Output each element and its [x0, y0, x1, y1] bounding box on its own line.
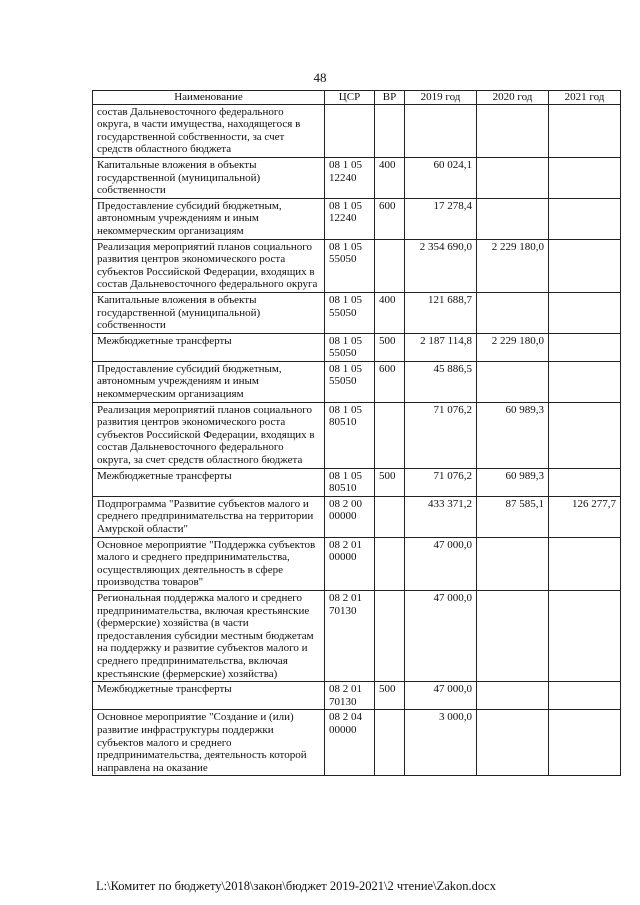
- row-2020: 60 989,3: [477, 402, 549, 468]
- page-number: 48: [313, 70, 327, 85]
- row-csr: 08 1 05 12240: [325, 198, 375, 239]
- table-row: [93, 402, 621, 468]
- row-name: Межбюджетные трансферты: [93, 682, 325, 710]
- row-2021: [549, 468, 621, 496]
- row-2020: [477, 157, 549, 198]
- row-2019: 71 076,2: [405, 402, 477, 468]
- row-2021: [549, 333, 621, 361]
- row-2021: [549, 402, 621, 468]
- row-2020: 2 229 180,0: [477, 333, 549, 361]
- row-2019: 45 886,5: [405, 361, 477, 402]
- table-row: [93, 104, 621, 157]
- row-2019: [405, 104, 477, 157]
- row-csr: 08 2 00 00000: [325, 496, 375, 537]
- row-2021: [549, 157, 621, 198]
- row-csr: 08 1 05 80510: [325, 402, 375, 468]
- row-vr: [375, 710, 405, 776]
- table-row: [93, 239, 621, 292]
- row-name: Реализация мероприятий планов социального развития центров экономического роста субъектов Российской Федерации, входящих в состав Дальневосточного федерального округа: [93, 239, 325, 292]
- row-vr: [375, 239, 405, 292]
- row-2020: [477, 537, 549, 590]
- row-csr: 08 1 05 55050: [325, 333, 375, 361]
- row-2021: [549, 590, 621, 681]
- file-path-footer: L:\Комитет по бюджету\2018\закон\бюджет 2019-2021\2 чтение\Zakon.docx: [96, 879, 496, 893]
- table-row: [93, 292, 621, 333]
- row-vr: 500: [375, 682, 405, 710]
- row-2019: 121 688,7: [405, 292, 477, 333]
- row-name: Региональная поддержка малого и среднего предпринимательства, включая крестьянские (фермерские) хозяйства (в части предоставления субсидии местным бюджетам на поддержку и развитие субъектов малого и среднего предпринимательства, включая крестьянские (фермерские) хозяйства): [93, 590, 325, 681]
- header-vr: ВР: [375, 91, 405, 105]
- table-row: [93, 468, 621, 496]
- row-vr: 600: [375, 198, 405, 239]
- table-row: [93, 157, 621, 198]
- row-vr: 500: [375, 333, 405, 361]
- table-row: [93, 590, 621, 681]
- row-2019: 3 000,0: [405, 710, 477, 776]
- budget-table: [92, 90, 621, 776]
- header-2019: 2019 год: [405, 91, 477, 105]
- row-2019: 47 000,0: [405, 682, 477, 710]
- row-csr: 08 1 05 12240: [325, 157, 375, 198]
- row-vr: [375, 402, 405, 468]
- row-csr: 08 2 01 00000: [325, 537, 375, 590]
- row-2020: [477, 710, 549, 776]
- table-row: [93, 496, 621, 537]
- row-name: Предоставление субсидий бюджетным, автономным учреждениям и иным некоммерческим организациям: [93, 361, 325, 402]
- row-2019: 71 076,2: [405, 468, 477, 496]
- row-vr: [375, 496, 405, 537]
- row-2020: [477, 292, 549, 333]
- row-2019: 17 278,4: [405, 198, 477, 239]
- table-row: [93, 333, 621, 361]
- row-vr: 600: [375, 361, 405, 402]
- row-csr: [325, 104, 375, 157]
- row-2021: [549, 292, 621, 333]
- row-vr: [375, 104, 405, 157]
- table-row: [93, 198, 621, 239]
- row-name: Подпрограмма "Развитие субъектов малого и среднего предпринимательства на территории Амурской области": [93, 496, 325, 537]
- row-2020: 60 989,3: [477, 468, 549, 496]
- row-name: Предоставление субсидий бюджетным, автономным учреждениям и иным некоммерческим организациям: [93, 198, 325, 239]
- row-vr: 400: [375, 157, 405, 198]
- table-row: [93, 537, 621, 590]
- row-csr: 08 1 05 80510: [325, 468, 375, 496]
- row-csr: 08 1 05 55050: [325, 292, 375, 333]
- row-name: Реализация мероприятий планов социального развития центров экономического роста субъектов Российской Федерации, входящих в состав Дальневосточного федерального округа, за счет средств областного бюджета: [93, 402, 325, 468]
- row-name: Основное мероприятие "Поддержка субъектов малого и среднего предпринимательства, осуществляющих деятельность в сфере производства товаров": [93, 537, 325, 590]
- table-header-row: [93, 91, 621, 105]
- header-csr: ЦСР: [325, 91, 375, 105]
- row-2021: [549, 198, 621, 239]
- header-name: Наименование: [93, 91, 325, 105]
- row-name: Межбюджетные трансферты: [93, 468, 325, 496]
- row-name: Капитальные вложения в объекты государственной (муниципальной) собственности: [93, 157, 325, 198]
- row-2021: [549, 537, 621, 590]
- row-csr: 08 2 04 00000: [325, 710, 375, 776]
- row-2021: [549, 104, 621, 157]
- row-2021: 126 277,7: [549, 496, 621, 537]
- row-vr: [375, 537, 405, 590]
- row-2020: [477, 198, 549, 239]
- row-csr: 08 2 01 70130: [325, 682, 375, 710]
- row-2019: 2 354 690,0: [405, 239, 477, 292]
- header-2020: 2020 год: [477, 91, 549, 105]
- row-csr: 08 2 01 70130: [325, 590, 375, 681]
- row-2020: [477, 590, 549, 681]
- row-2020: 2 229 180,0: [477, 239, 549, 292]
- row-vr: [375, 590, 405, 681]
- table-row: [93, 710, 621, 776]
- row-name: Основное мероприятие "Создание и (или) развитие инфраструктуры поддержки субъектов малого и среднего предпринимательства, деятельность которой направлена на оказание: [93, 710, 325, 776]
- row-2020: 87 585,1: [477, 496, 549, 537]
- row-2019: 47 000,0: [405, 590, 477, 681]
- row-2021: [549, 682, 621, 710]
- row-2020: [477, 361, 549, 402]
- row-2021: [549, 361, 621, 402]
- row-csr: 08 1 05 55050: [325, 361, 375, 402]
- row-2019: 47 000,0: [405, 537, 477, 590]
- row-csr: 08 1 05 55050: [325, 239, 375, 292]
- row-name: Капитальные вложения в объекты государственной (муниципальной) собственности: [93, 292, 325, 333]
- row-2019: 60 024,1: [405, 157, 477, 198]
- row-vr: 400: [375, 292, 405, 333]
- row-2020: [477, 104, 549, 157]
- row-vr: 500: [375, 468, 405, 496]
- row-name: Межбюджетные трансферты: [93, 333, 325, 361]
- table-row: [93, 361, 621, 402]
- row-2021: [549, 710, 621, 776]
- row-name: состав Дальневосточного федерального округа, в части имущества, находящегося в государственной собственности, за счет средств областного бюджета: [93, 104, 325, 157]
- table-row: [93, 682, 621, 710]
- row-2019: 2 187 114,8: [405, 333, 477, 361]
- header-2021: 2021 год: [549, 91, 621, 105]
- row-2021: [549, 239, 621, 292]
- row-2020: [477, 682, 549, 710]
- row-2019: 433 371,2: [405, 496, 477, 537]
